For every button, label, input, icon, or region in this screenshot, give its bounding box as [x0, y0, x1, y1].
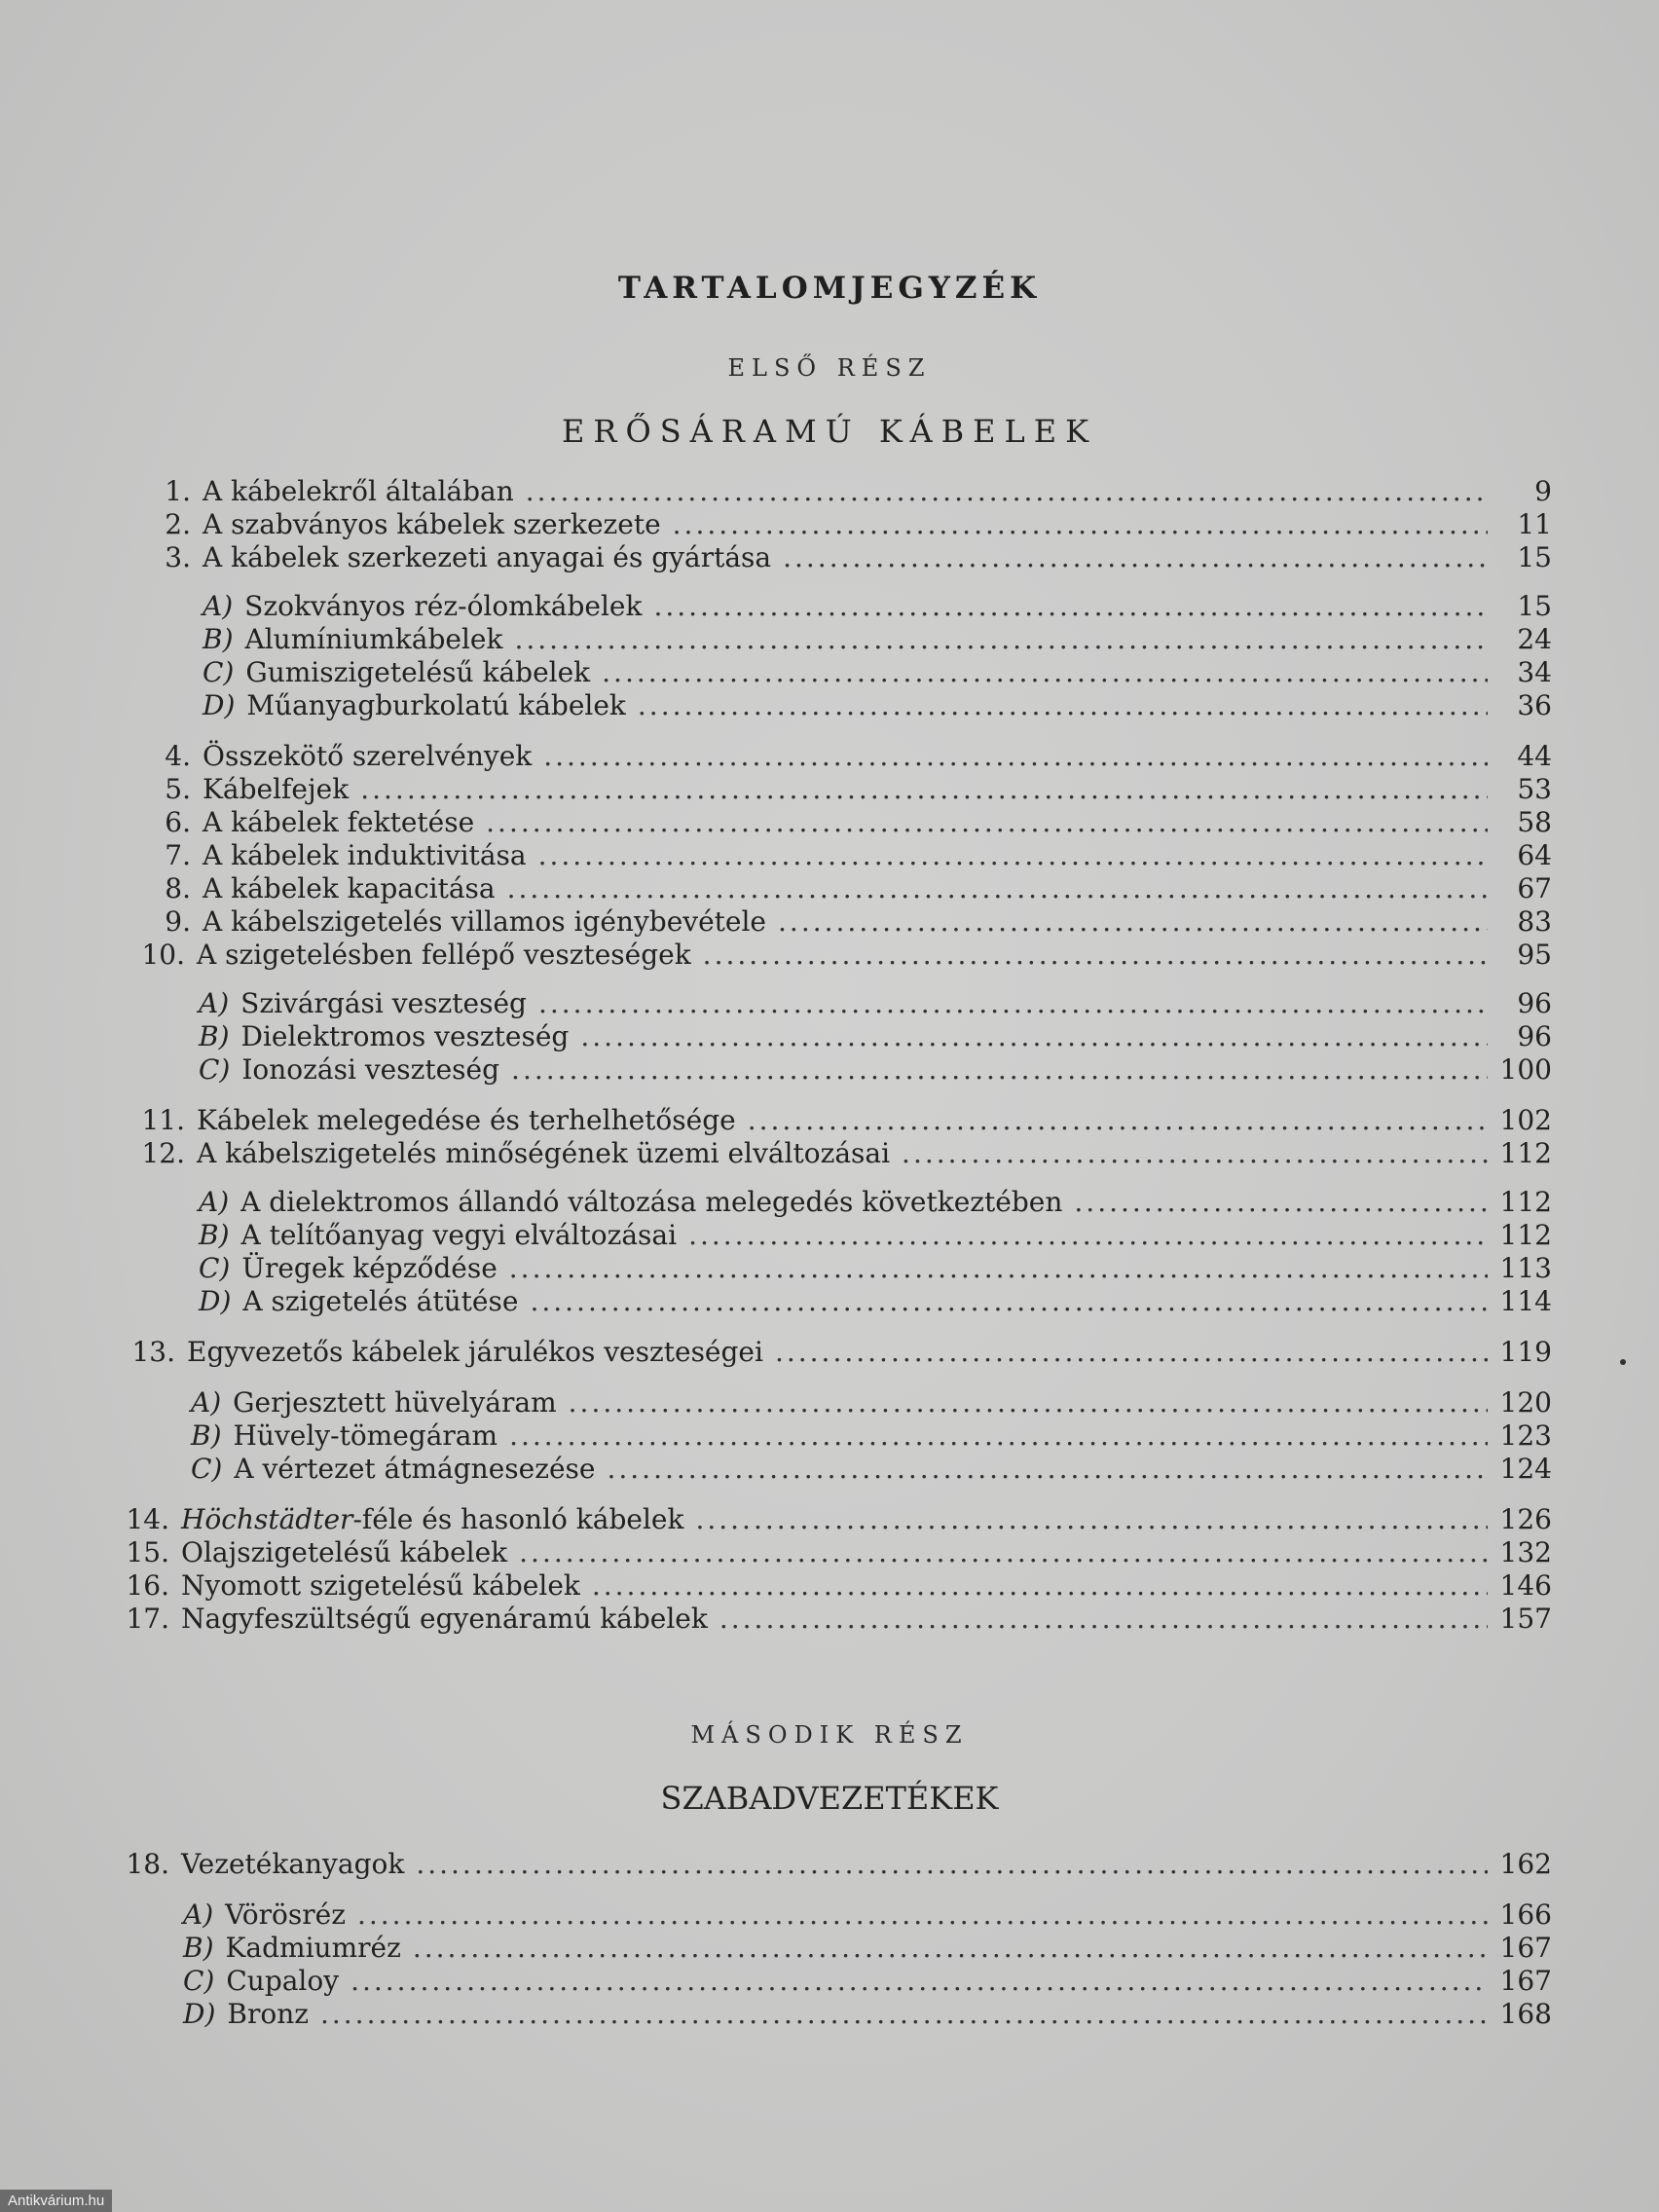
entry-page-number: 167	[1499, 1965, 1552, 1997]
toc-entry	[146, 773, 1552, 806]
entry-page-number: 120	[1499, 1386, 1552, 1419]
entry-title: Szokványos réz-ólomkábelek	[244, 590, 643, 622]
entry-title: Műanyagburkolatú kábelek	[246, 689, 626, 721]
entry-title: Olajszigetelésű kábelek	[181, 1536, 508, 1568]
entry-number: 2.	[165, 508, 191, 540]
entry-title: A dielektromos állandó változása melegedés következtében	[240, 1186, 1063, 1218]
part1-title: ERŐSÁRAMÚ KÁBELEK	[562, 413, 1097, 450]
entry-title-rest: -féle és hasonló kábelek	[352, 1503, 684, 1535]
toc-entry	[203, 623, 1552, 656]
entry-letter: C)	[191, 1453, 223, 1485]
entry-page-number: 123	[1499, 1419, 1552, 1452]
toc-entry	[191, 1386, 1552, 1419]
dot-leader	[413, 1932, 1488, 1964]
toc-entry	[136, 1104, 1552, 1137]
part1-label: ELSŐ RÉSZ	[727, 354, 932, 382]
entry-title-name: Höchstädter	[181, 1503, 353, 1535]
entry-letter: B)	[203, 623, 234, 655]
toc-entry	[146, 839, 1552, 872]
entry-number: 7.	[165, 839, 191, 871]
entry-letter: A)	[199, 987, 230, 1019]
entry-page-number: 67	[1517, 872, 1552, 904]
toc-entry	[136, 1137, 1552, 1170]
dot-leader	[653, 590, 1488, 622]
toc-entry	[146, 905, 1552, 939]
entry-title: A kábelek szerkezeti anyagai és gyártása	[203, 541, 772, 573]
entry-title: A vértezet átmágnesezése	[234, 1453, 596, 1485]
entry-title: A kábelek kapacitása	[203, 872, 496, 904]
toc-entry	[199, 1186, 1552, 1219]
toc-entry	[119, 1569, 1552, 1603]
entry-title: Vörösréz	[225, 1899, 346, 1931]
entry-page-number: 113	[1499, 1252, 1552, 1284]
dot-leader	[509, 1419, 1488, 1452]
dot-leader	[748, 1104, 1488, 1136]
dot-leader	[509, 1252, 1488, 1284]
entry-page-number: 96	[1517, 987, 1552, 1019]
dot-leader	[695, 1503, 1488, 1535]
entry-page-number: 119	[1499, 1336, 1552, 1368]
entry-title: A kábelszigetelés minőségének üzemi elváltozásai	[197, 1137, 891, 1169]
entry-number: 10.	[141, 939, 185, 971]
entry-page-number: 112	[1499, 1137, 1552, 1169]
dot-leader	[519, 1536, 1488, 1568]
entry-title: Hüvely-tömegáram	[233, 1419, 498, 1452]
entry-page-number: 102	[1499, 1104, 1552, 1136]
toc-entry	[136, 939, 1552, 972]
entry-page-number: 36	[1517, 689, 1552, 721]
entry-page-number: 126	[1499, 1503, 1552, 1535]
entry-page-number: 83	[1517, 905, 1552, 938]
entry-title: Üregek képződése	[241, 1252, 498, 1284]
toc-entry	[146, 508, 1552, 541]
toc-entry	[146, 872, 1552, 905]
entry-title: A szabványos kábelek szerkezete	[203, 508, 661, 540]
toc-entry	[203, 689, 1552, 722]
watermark: Antikvárium.hu	[0, 2190, 112, 2212]
dot-leader	[320, 1998, 1488, 2030]
entry-letter: C)	[183, 1965, 215, 1997]
entry-letter: D)	[203, 689, 236, 721]
entry-title: A telítőanyag vegyi elváltozásai	[240, 1219, 678, 1251]
entry-page-number: 58	[1517, 806, 1552, 838]
entry-number: 16.	[126, 1569, 169, 1602]
entry-page-number: 53	[1517, 773, 1552, 805]
toc-entry	[119, 1848, 1552, 1881]
toc-entry	[183, 1899, 1552, 1932]
entry-page-number: 146	[1499, 1569, 1552, 1602]
dot-leader	[688, 1219, 1488, 1251]
dot-leader	[778, 905, 1488, 938]
entry-page-number: 24	[1517, 623, 1552, 655]
entry-title: Nagyfeszültségű egyenáramú kábelek	[181, 1603, 708, 1635]
entry-title: Szivárgási veszteség	[240, 987, 527, 1019]
entry-title: Vezetékanyagok	[181, 1848, 405, 1880]
entry-number: 17.	[126, 1603, 169, 1635]
entry-letter: B)	[199, 1219, 230, 1251]
dot-leader	[638, 689, 1488, 721]
entry-title: Összekötő szerelvények	[203, 740, 533, 772]
entry-number: 14.	[126, 1503, 169, 1535]
toc-entry	[199, 1219, 1552, 1252]
dot-leader	[530, 1285, 1488, 1317]
entry-title: Alumíniumkábelek	[244, 623, 503, 655]
dot-leader	[1074, 1186, 1488, 1218]
toc-entry	[125, 1336, 1552, 1369]
entry-title: Gumiszigetelésű kábelek	[245, 656, 591, 688]
entry-title: Kábelfejek	[203, 773, 350, 805]
entry-page-number: 166	[1499, 1899, 1552, 1931]
dot-leader	[580, 1020, 1488, 1052]
entry-title: A szigetelésben fellépő veszteségek	[197, 939, 691, 971]
print-speck	[1620, 1359, 1626, 1365]
toc-entry	[146, 475, 1552, 508]
entry-letter: A)	[203, 590, 234, 622]
entry-title: A kábelszigetelés villamos igénybevétele	[203, 905, 767, 938]
entry-page-number: 34	[1517, 656, 1552, 688]
toc-entry	[203, 656, 1552, 689]
dot-leader	[514, 623, 1488, 655]
entry-letter: B)	[183, 1932, 214, 1964]
toc-entry	[146, 806, 1552, 839]
entry-page-number: 15	[1517, 541, 1552, 573]
entry-letter: B)	[191, 1419, 222, 1452]
dot-leader	[357, 1899, 1488, 1931]
toc-entry	[199, 1053, 1552, 1087]
entry-number: 12.	[141, 1137, 185, 1169]
dot-leader	[607, 1453, 1488, 1485]
entry-number: 5.	[165, 773, 191, 805]
entry-letter: B)	[199, 1020, 230, 1052]
dot-leader	[538, 987, 1488, 1019]
toc-entry	[183, 1932, 1552, 1965]
entry-number: 3.	[165, 541, 191, 573]
entry-page-number: 95	[1517, 939, 1552, 971]
entry-title: Kábelek melegedése és terhelhetősége	[197, 1104, 736, 1136]
entry-page-number: 15	[1517, 590, 1552, 622]
entry-title: Egyvezetős kábelek járulékos veszteségei	[187, 1336, 763, 1368]
entry-number: 9.	[165, 905, 191, 938]
entry-title: Bronz	[227, 1998, 309, 2030]
toc-entry	[119, 1503, 1552, 1536]
entry-page-number: 157	[1499, 1603, 1552, 1635]
entry-letter: D)	[183, 1998, 216, 2030]
entry-letter: A)	[183, 1899, 214, 1931]
entry-number: 13.	[131, 1336, 175, 1368]
dot-leader	[360, 773, 1488, 805]
entry-title: A kábelek fektetése	[203, 806, 475, 838]
entry-page-number: 96	[1517, 1020, 1552, 1052]
entry-letter: C)	[199, 1053, 231, 1086]
entry-number: 11.	[141, 1104, 185, 1136]
entry-number: 18.	[126, 1848, 169, 1880]
entry-page-number: 64	[1517, 839, 1552, 871]
entry-page-number: 114	[1499, 1285, 1552, 1317]
entry-page-number: 168	[1499, 1998, 1552, 2030]
dot-leader	[350, 1965, 1488, 1997]
entry-title: Nyomott szigetelésű kábelek	[181, 1569, 580, 1602]
entry-page-number: 100	[1499, 1053, 1552, 1086]
entry-page-number: 11	[1517, 508, 1552, 540]
dot-leader	[569, 1386, 1488, 1419]
dot-leader	[775, 1336, 1488, 1368]
entry-title: Kadmiumréz	[225, 1932, 401, 1964]
entry-number: 4.	[165, 740, 191, 772]
dot-leader	[486, 806, 1488, 838]
entry-letter: C)	[199, 1252, 231, 1284]
entry-title: A kábelek induktivitása	[203, 839, 527, 871]
entry-page-number: 44	[1517, 740, 1552, 772]
entry-letter: D)	[199, 1285, 232, 1317]
dot-leader	[902, 1137, 1488, 1169]
dot-leader	[592, 1569, 1488, 1602]
toc-entry	[146, 541, 1552, 574]
dot-leader	[511, 1053, 1488, 1086]
toc-entry	[183, 1998, 1552, 2031]
entry-page-number: 112	[1499, 1186, 1552, 1218]
dot-leader	[673, 508, 1488, 540]
part2-title: SZABADVEZETÉKEK	[660, 1780, 999, 1817]
entry-title: Dielektromos veszteség	[240, 1020, 570, 1052]
dot-leader	[719, 1603, 1488, 1635]
toc-entry	[199, 1020, 1552, 1053]
toc-entry	[199, 987, 1552, 1020]
toc-entry	[191, 1419, 1552, 1453]
toc-entry	[191, 1453, 1552, 1486]
entry-page-number: 162	[1499, 1848, 1552, 1880]
toc-entry	[199, 1252, 1552, 1285]
toc-entry	[183, 1965, 1552, 1998]
entry-title: A kábelekről általában	[203, 475, 514, 507]
entry-title: Cupaloy	[226, 1965, 340, 1997]
toc-entry	[203, 590, 1552, 623]
entry-page-number: 9	[1534, 475, 1552, 507]
entry-number: 6.	[165, 806, 191, 838]
entry-page-number: 112	[1499, 1219, 1552, 1251]
entry-letter: C)	[203, 656, 235, 688]
entry-title: Ionozási veszteség	[241, 1053, 500, 1086]
dot-leader	[507, 872, 1488, 904]
entry-number: 15.	[126, 1536, 169, 1568]
entry-number: 8.	[165, 872, 191, 904]
dot-leader	[526, 475, 1488, 507]
toc-entry	[199, 1285, 1552, 1318]
dot-leader	[416, 1848, 1488, 1880]
dot-leader	[703, 939, 1488, 971]
entry-title: A szigetelés átütése	[242, 1285, 519, 1317]
entry-page-number: 124	[1499, 1453, 1552, 1485]
dot-leader	[783, 541, 1488, 573]
toc-entry	[119, 1603, 1552, 1636]
entry-page-number: 167	[1499, 1932, 1552, 1964]
entry-title	[169, 1503, 683, 1535]
toc-entry	[146, 740, 1552, 773]
entry-title: Gerjesztett hüvelyáram	[233, 1386, 557, 1419]
entry-letter: A)	[199, 1186, 230, 1218]
dot-leader	[543, 740, 1488, 772]
dot-leader	[538, 839, 1488, 871]
dot-leader	[602, 656, 1488, 688]
page-title: TARTALOMJEGYZÉK	[617, 271, 1042, 306]
entry-page-number: 132	[1499, 1536, 1552, 1568]
toc-entry	[119, 1536, 1552, 1569]
entry-number: 1.	[165, 475, 191, 507]
part2-label: MÁSODIK RÉSZ	[690, 1721, 969, 1749]
entry-letter: A)	[191, 1386, 222, 1419]
